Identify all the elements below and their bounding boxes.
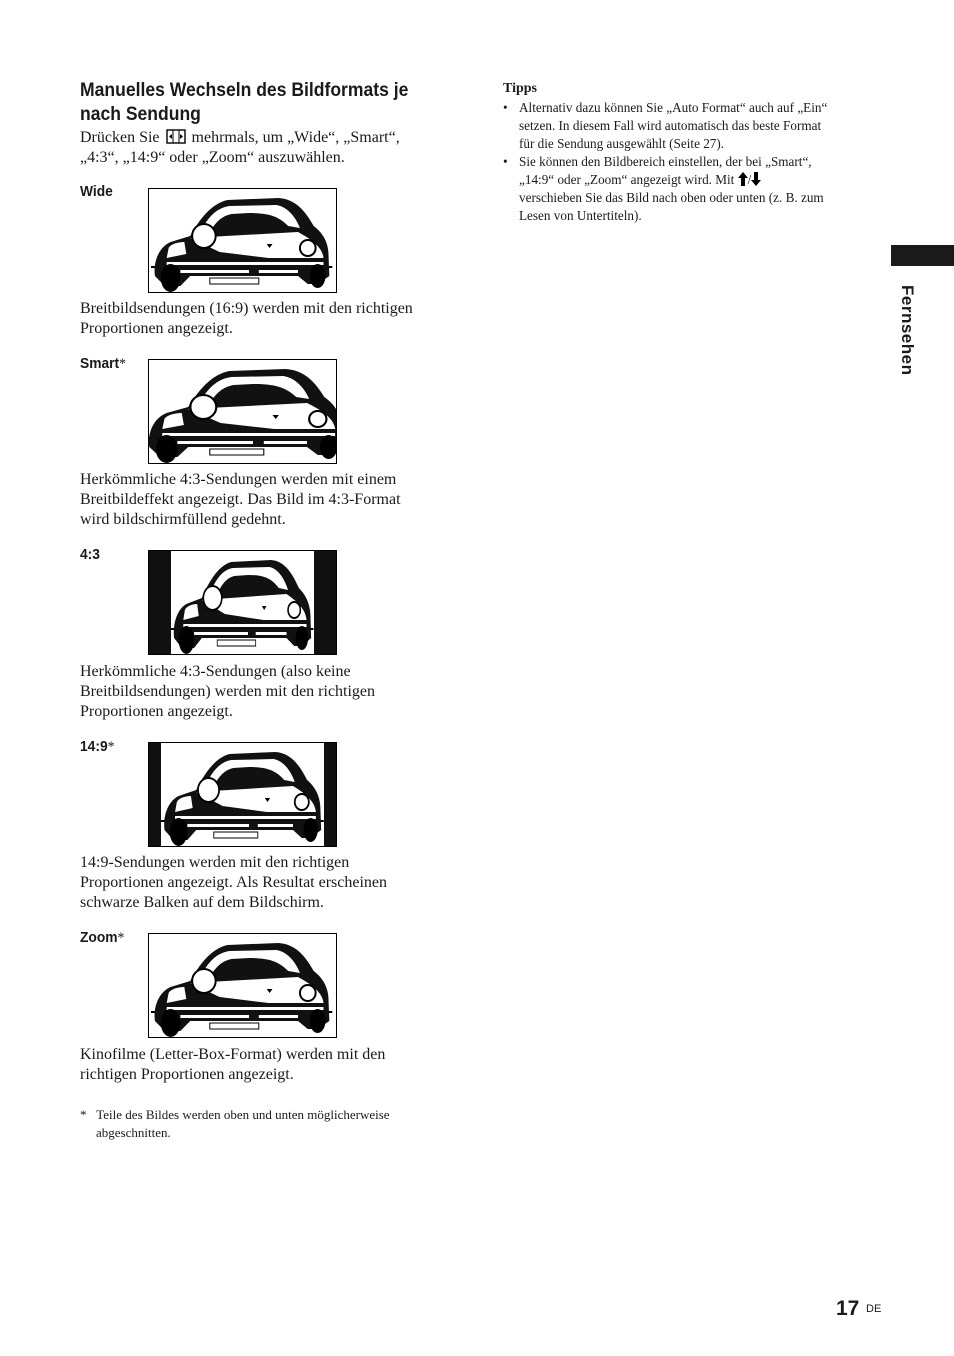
mode-label-14-9: 14:9* (80, 738, 115, 755)
mode-desc-zoom: Kinofilme (Letter-Box-Format) werden mit den richtigen Proportionen angezeigt. (80, 1046, 386, 1083)
screen-illustration-wide (148, 188, 337, 293)
screen-illustration-zoom (148, 933, 337, 1038)
intro-text-1: Drücken Sie (80, 129, 160, 146)
wide-mode-button-icon (166, 129, 186, 144)
footnote-text-2: abgeschnitten. (96, 1125, 171, 1140)
heading-line-2: nach Sendung (80, 103, 201, 125)
intro-text-2: mehrmals, um „Wide“, „Smart“, (191, 129, 400, 146)
mode-label-zoom: Zoom* (80, 929, 125, 946)
page-number: 17 (836, 1297, 860, 1320)
tips-list (503, 99, 883, 225)
mode-desc-smart: Herkömmliche 4:3-Sendungen werden mit einem Breitbildeffekt angezeigt. Das Bild im 4:3-Format wird bildschirmfüllend gedehnt. (80, 471, 401, 528)
tip-item: • Alternativ dazu können Sie „Auto Format“ auch auf „Ein“ setzen. In diesem Fall wird automatisch das beste Format für die Sendung ausgewählt (Seite 27). (503, 100, 828, 151)
mode-label-wide: Wide (80, 183, 113, 200)
mode-label-4-3: 4:3 (80, 546, 100, 563)
intro-text-3: „4:3“, „14:9“ oder „Zoom“ auszuwählen. (80, 149, 345, 166)
footnote (80, 1106, 460, 1142)
footnote-marker: * (80, 1107, 87, 1122)
footnote-text-1: Teile des Bildes werden oben und unten möglicherweise (96, 1107, 390, 1122)
screen-illustration-4-3 (148, 550, 337, 655)
heading-line-1: Manuelles Wechseln des Bildformats je (80, 79, 409, 101)
screen-illustration-smart (148, 359, 337, 464)
arrow-down-icon (751, 172, 761, 186)
tip-item: • Sie können den Bildbereich einstellen, der bei „Smart“, „14:9“ oder „Zoom“ angezeigt wird. Mit / verschieben Sie das Bild nach oben oder unten (z. B. zum Lesen von Untertiteln). (503, 154, 824, 223)
arrow-up-icon (738, 172, 748, 186)
section-heading (80, 78, 422, 126)
page-language: DE (866, 1303, 882, 1315)
section-tab-marker (891, 245, 954, 266)
mode-desc-wide: Breitbildsendungen (16:9) werden mit den richtigen Proportionen angezeigt. (80, 300, 413, 337)
tips-title: Tipps (503, 81, 537, 96)
mode-label-smart: Smart* (80, 355, 127, 372)
intro-paragraph (80, 128, 450, 168)
mode-desc-14-9: 14:9-Sendungen werden mit den richtigen Proportionen angezeigt. Als Resultat erscheinen schwarze Balken auf dem Bildschirm. (80, 854, 388, 911)
mode-desc-4-3: Herkömmliche 4:3-Sendungen (also keine Breitbildsendungen) werden mit den richtigen Proportionen angezeigt. (80, 663, 376, 720)
screen-illustration-14-9 (148, 742, 337, 847)
section-tab-label: Fernsehen (898, 285, 917, 376)
